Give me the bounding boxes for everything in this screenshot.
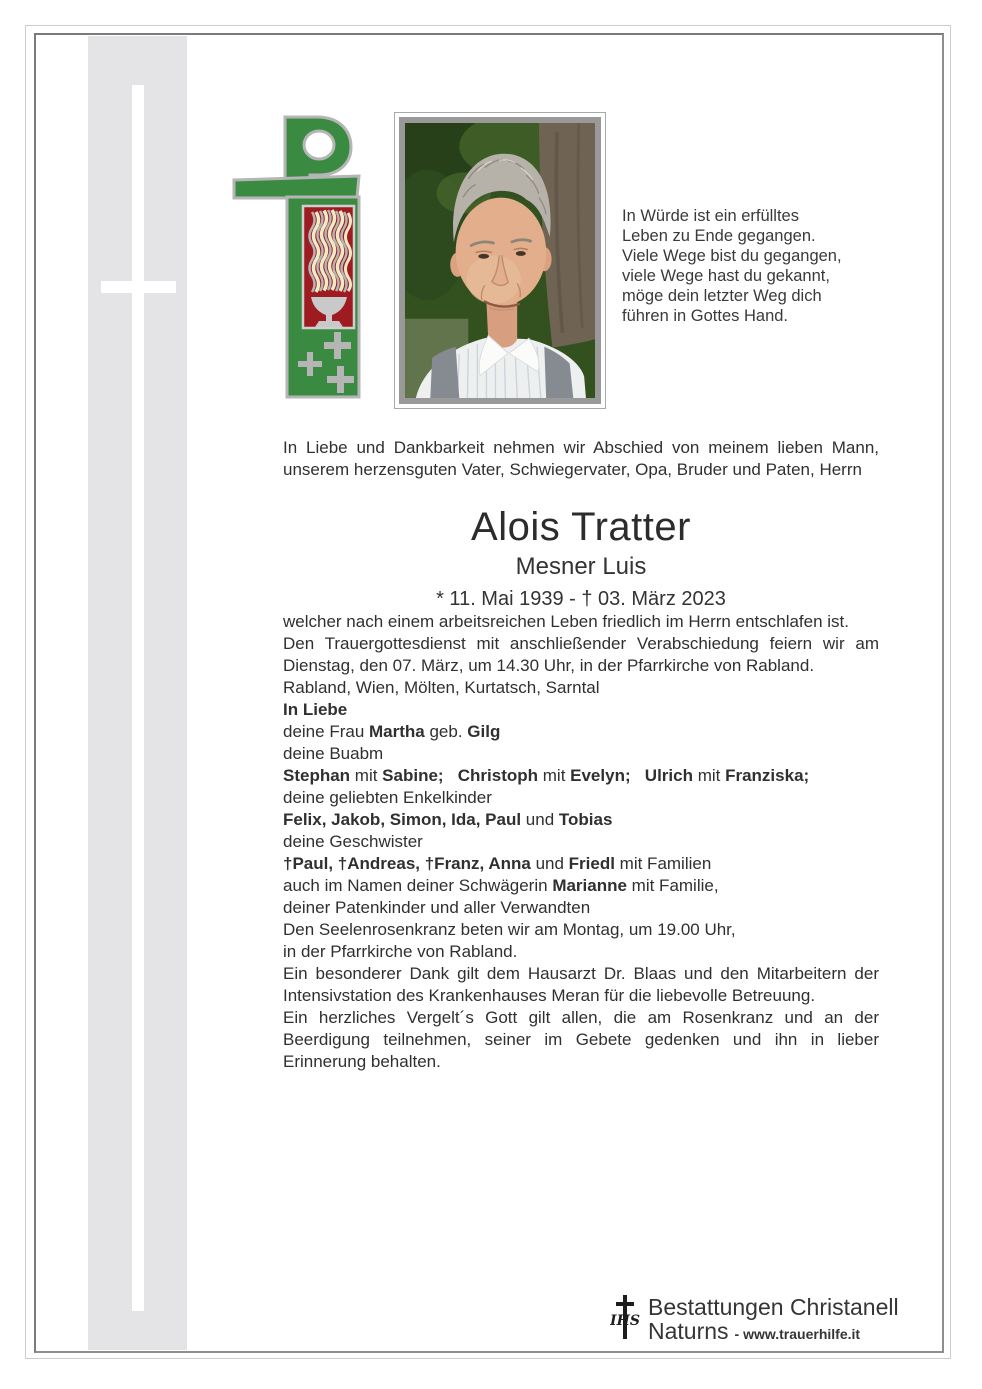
sister-in-law-line2: deiner Patenkinder und aller Verwandten xyxy=(283,898,591,917)
portrait-photo-frame xyxy=(394,112,606,409)
wife-line: deine Frau Martha geb. Gilg xyxy=(283,722,501,741)
sister-in-law-block xyxy=(283,875,879,919)
siblings-label: deine Geschwister xyxy=(283,832,423,851)
poem-line: Viele Wege bist du gegangen, xyxy=(622,247,842,265)
deceased-name: Alois Tratter xyxy=(471,505,691,549)
portrait-photo xyxy=(399,117,601,404)
poem-line: führen in Gottes Hand. xyxy=(622,307,789,325)
poem-line: In Würde ist ein erfülltes xyxy=(622,207,799,225)
sons-label: deine Buabm xyxy=(283,744,384,763)
funeral-home-name: Bestattungen Christanell xyxy=(648,1294,899,1320)
announcement-body xyxy=(283,437,879,1073)
grandchildren-label: deine geliebten Enkelkinder xyxy=(283,788,492,807)
memorial-cross-icon xyxy=(132,85,144,1311)
funeral-service-paragraph: Den Trauergottesdienst mit anschließender Verabschiedung feiern wir am Dienstag, den 07. März, um 14.30 Uhr, in der Pfarrkirche von Rabland. xyxy=(283,634,879,675)
svg-text:IHS: IHS xyxy=(610,1313,640,1329)
announcement-intro: In Liebe und Dankbarkeit nehmen wir Abschied von meinem lieben Mann, unserem herzensguten Vater, Schwiegervater, Opa, Bruder und Paten, Herrn xyxy=(283,438,879,479)
sons-block xyxy=(283,743,879,787)
rosary-line1: Den Seelenrosenkranz beten wir am Montag, um 19.00 Uhr, xyxy=(283,920,736,939)
places-line: Rabland, Wien, Mölten, Kurtatsch, Sarntal xyxy=(283,678,600,697)
rosary-block xyxy=(283,919,879,963)
thanks-doctor-paragraph: Ein besonderer Dank gilt dem Hausarzt Dr. Blaas und den Mitarbeitern der Intensivstation des Krankenhauses Meran für die liebevolle Betreuung. xyxy=(283,964,879,1005)
poem-line: viele Wege hast du gekannt, xyxy=(622,267,830,285)
thanks-vergelt-paragraph: Ein herzliches Vergelt´s Gott gilt allen, die am Rosenkranz und an der Beerdigung teilnehmen, seiner im Gebete gedenken und ihn in lieber Erinnerung behalten. xyxy=(283,1008,879,1071)
in-liebe-label: In Liebe xyxy=(283,700,348,719)
funeral-home-website: - www.trauerhilfe.it xyxy=(734,1326,861,1342)
deceased-nickname: Mesner Luis xyxy=(515,553,647,580)
chi-rho-cross-icon xyxy=(231,114,364,402)
poem-line: Leben zu Ende gegangen. xyxy=(622,227,816,245)
entschlafen-paragraph: welcher nach einem arbeitsreichen Leben friedlich im Herrn entschlafen ist. xyxy=(283,612,850,631)
grandchildren-names: Felix, Jakob, Simon, Ida, Paul und Tobias xyxy=(283,810,613,829)
grandchildren-block xyxy=(283,787,879,831)
siblings-names: †Paul, †Andreas, †Franz, Anna und Friedl mit Familien xyxy=(283,854,712,873)
poem-line: möge dein letzter Weg dich xyxy=(622,287,822,305)
siblings-block xyxy=(283,831,879,875)
ihs-cross-icon xyxy=(610,1294,640,1344)
sons-names: Stephan mit Sabine; Christoph mit Evelyn; Ulrich mit Franziska; xyxy=(283,766,810,785)
funeral-home-text xyxy=(648,1295,899,1343)
sister-in-law-line1: auch im Namen deiner Schwägerin Marianne mit Familie, xyxy=(283,876,719,895)
rosary-line2: in der Pfarrkirche von Rabland. xyxy=(283,942,518,961)
funeral-home-footer xyxy=(610,1294,910,1344)
memorial-poem xyxy=(622,206,872,326)
funeral-home-town: Naturns xyxy=(648,1318,729,1344)
birth-death-dates: * 11. Mai 1939 - † 03. März 2023 xyxy=(436,588,726,610)
memorial-cross-icon-arm xyxy=(101,281,176,293)
